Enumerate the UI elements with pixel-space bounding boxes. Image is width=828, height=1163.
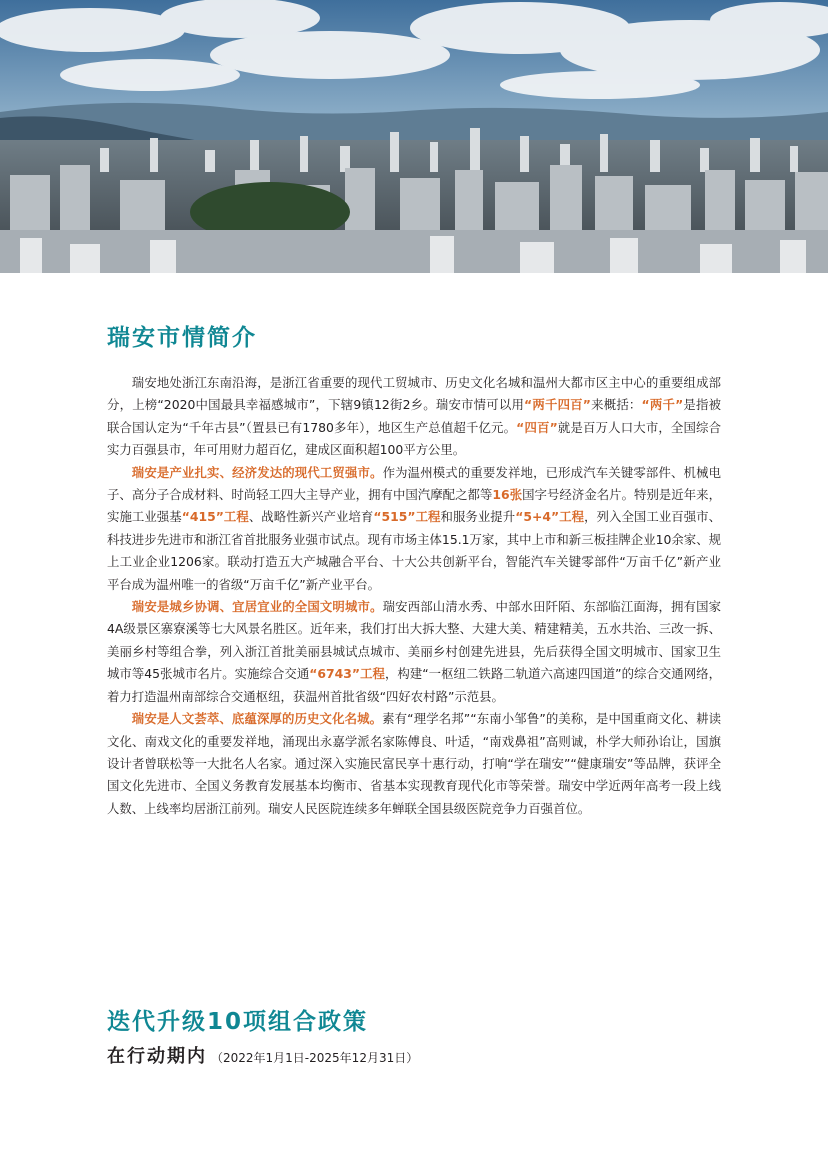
paragraph-text: 作为温州模式的重要发祥地，已形成汽车关键零部件、机械电子、高分子合成材料、时尚轻工四大主导产业，拥有中国汽摩配之都等	[107, 464, 722, 503]
highlight-text: 瑞安是城乡协调、宜居宜业的全国文明城市。	[131, 599, 383, 615]
highlight-text: “5+4”工程	[515, 509, 585, 525]
hero-city-photo	[0, 0, 828, 273]
intro-paragraph	[107, 372, 721, 462]
intro-title: 瑞安市情简介	[107, 325, 257, 351]
paragraph-text: 瑞安西部山清水秀、中部水田阡陌、东部临江面海，拥有国家4A级景区寨寮溪等七大风景名胜区。近年来，我们打出大拆大整、大建大美、精建精美，五水共治、三改一拆、美丽乡村等组合拳，列入浙江首批美丽县城试点城市、美丽乡村创建先进县，先后获得全国文明城市、国家卫生城市等45张城市名片。实施综合交通	[107, 599, 722, 682]
paragraph-text: ，构建“一枢纽二铁路二轨道六高速四国道”的综合交通网络，着力打造温州南部综合交通枢纽，获温州首批省级“四好农村路”示范县。	[107, 666, 721, 704]
highlight-text: 16张	[492, 487, 523, 503]
paragraph-text: 来概括：	[590, 397, 642, 413]
highlight-text: “两千”	[641, 397, 684, 413]
highlight-text: “415”工程	[181, 509, 249, 525]
paragraph-text: 瑞安地处浙江东南沿海，是浙江省重要的现代工贸城市、历史文化名城和温州大都市区主中心的重要组成部分，上榜“2020中国最具幸福感城市”，下辖9镇12街2乡。瑞安市情可以用	[107, 375, 721, 413]
paragraph-text: 和服务业提升	[440, 509, 516, 525]
policy-subtitle-row	[107, 1043, 418, 1071]
highlight-text: 瑞安是人文荟萃、底蕴深厚的历史文化名城。	[131, 711, 383, 727]
intro-body	[107, 372, 721, 820]
highlight-text: 瑞安是产业扎实、经济发达的现代工贸强市。	[131, 464, 383, 480]
paragraph-text: 、战略性新兴产业培育	[248, 509, 374, 525]
intro-section	[107, 318, 721, 820]
intro-paragraph	[107, 708, 721, 820]
paragraph-text: 是指被联合国认定为“千年古县”（置县已有1780多年），地区生产总值超千亿元。	[107, 397, 722, 435]
intro-paragraph	[107, 462, 721, 596]
highlight-text: “515”工程	[373, 509, 441, 525]
highlight-text: “四百”	[516, 419, 558, 435]
highlight-text: “6743”工程	[309, 666, 385, 682]
paragraph-text: 素有“理学名邦”“东南小邹鲁”的美称，是中国重商文化、耕读文化、南戏文化的重要发祥地，涌现出永嘉学派名家陈傅良、叶适，“南戏鼻祖”高则诚，朴学大师孙诒让，国旗设计者曾联松等一大批名人名家。通过深入实施民富民享十惠行动，打响“学在瑞安”“健康瑞安”等品牌，获评全国文化先进市、全国义务教育发展基本均衡市、省基本实现教育现代化市等荣誉。瑞安中学近两年高考一段上线人数、上线率均居浙江前列。瑞安人民医院连续多年蝉联全国县级医院竞争力百强首位。	[107, 711, 721, 816]
paragraph-text: 就是百万人口大市，全国综合实力百强县市，年可用财力超百亿，建成区面积超100平方公里。	[107, 419, 721, 458]
policy-title: 迭代升级10项组合政策	[107, 1009, 369, 1035]
paragraph-text: 国字号经济金名片。特别是近年来，实施工业强基	[107, 487, 722, 525]
policy-subtitle: 在行动期内	[107, 1046, 207, 1067]
city-skyline-image	[0, 0, 828, 273]
highlight-text: “两千四百”	[524, 397, 591, 413]
policy-date-range: （2022年1月1日-2025年12月31日）	[211, 1051, 419, 1065]
intro-paragraph	[107, 596, 721, 708]
paragraph-text: ，列入全国工业百强市、科技进步先进市和浙江省首批服务业强市试点。现有市场主体15.1万家，其中上市和新三板挂牌企业10余家、规上工业企业1206家。联动打造五大产城融合平台、十大公共创新平台，智能汽车关键零部件“万亩千亿”新产业平台成为温州唯一的省级“万亩千亿”新产业平台。	[107, 509, 722, 592]
